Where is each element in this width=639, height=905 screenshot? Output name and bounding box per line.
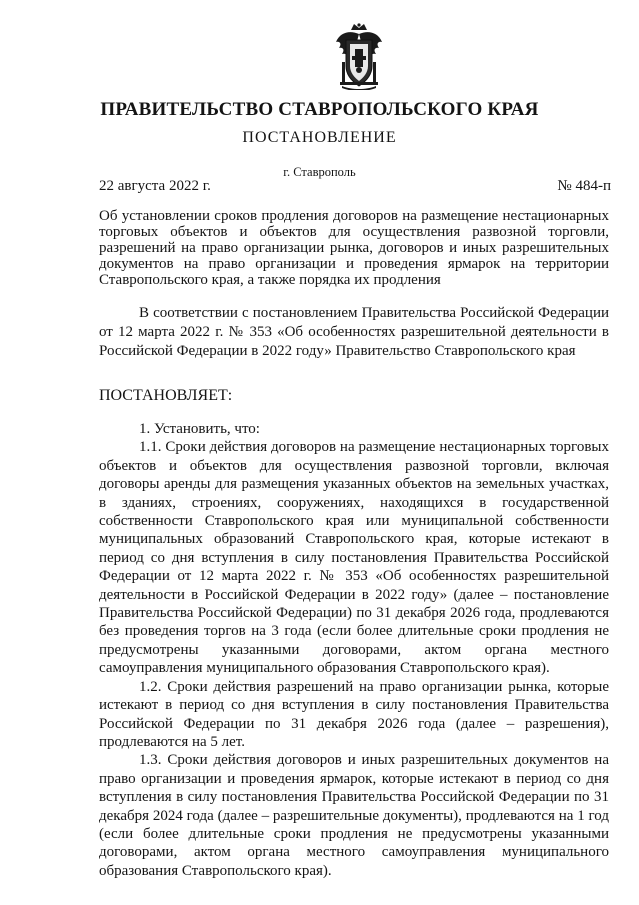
stavropol-coat-of-arms-icon bbox=[334, 22, 384, 90]
clause-1-3: 1.3. Сроки действия договоров и иных разрешительных документов на право организации и проведения ярмарок, которые истекают в период со дня вступления в силу постановления Правительства Российской Федерации по 31 декабря 2024 года (далее – разрешительные документы), продлеваются на 1 год (если более длительные сроки продления не предусмотрены указанными договорами, актом органа местного самоуправления муниципального образования Ставропольского края). bbox=[99, 752, 609, 879]
clause-1-2: 1.2. Сроки действия разрешений на право организации рынка, которые истекают в период со дня вступления в силу постановления Правительства Российской Федерации по 31 декабря 2026 года (далее – разрешения), продлеваются на 5 лет. bbox=[99, 678, 609, 750]
document-number: № 484-п bbox=[557, 178, 611, 194]
document-date: 22 августа 2022 г. bbox=[99, 178, 211, 194]
city-label: г. Ставрополь bbox=[283, 165, 356, 179]
clause-1-1: 1.1. Сроки действия договоров на размещение нестационарных торговых объектов и объектов для осуществления развозной торговли, включая договоры аренды для размещения указанных объектов на земельных участках, в зданиях, строениях, сооружениях, находящихся в государственной собственности Ставропольского края или муниципальной собственности муниципальных образований Ставропольского края, которые истекают в период со дня вступления в силу постановления Правительства Российской Федерации от 12 марта 2022 г. № 353 «Об особенностях разрешительной деятельности в Российской Федерации в 2022 году» (далее – постановление Правительства Российской Федерации) по 31 декабря 2026 года, продлеваются без проведения торгов на 3 года (если более длительные сроки продления не предусмотрены указанными договорами, актом органа местного самоуправления муниципального образования Ставропольского края). bbox=[99, 439, 609, 677]
organization-title: ПРАВИТЕЛЬСТВО СТАВРОПОЛЬСКОГО КРАЯ bbox=[100, 99, 539, 120]
decree-heading: ПОСТАНОВЛЯЕТ: bbox=[99, 387, 233, 404]
clause-1: 1. Установить, что: bbox=[139, 421, 260, 437]
preamble-paragraph: В соответствии с постановлением Правительства Российской Федерации от 12 марта 2022 г. № 353 «Об особенностях разрешительной деятельности в Российской Федерации в 2022 году» Правительство Ставропольского края bbox=[99, 305, 609, 359]
document-body bbox=[99, 420, 609, 880]
document-subject: Об установлении сроков продления договоров на размещение нестационарных торговых объектов и объектов для осуществления развозной торговли, разрешений на право организации рынка, договоров и иных разрешительных документов на право организации и проведения ярмарок на территории Ставропольского края, а также порядка их продления bbox=[99, 208, 609, 288]
document-type: ПОСТАНОВЛЕНИЕ bbox=[242, 129, 397, 146]
